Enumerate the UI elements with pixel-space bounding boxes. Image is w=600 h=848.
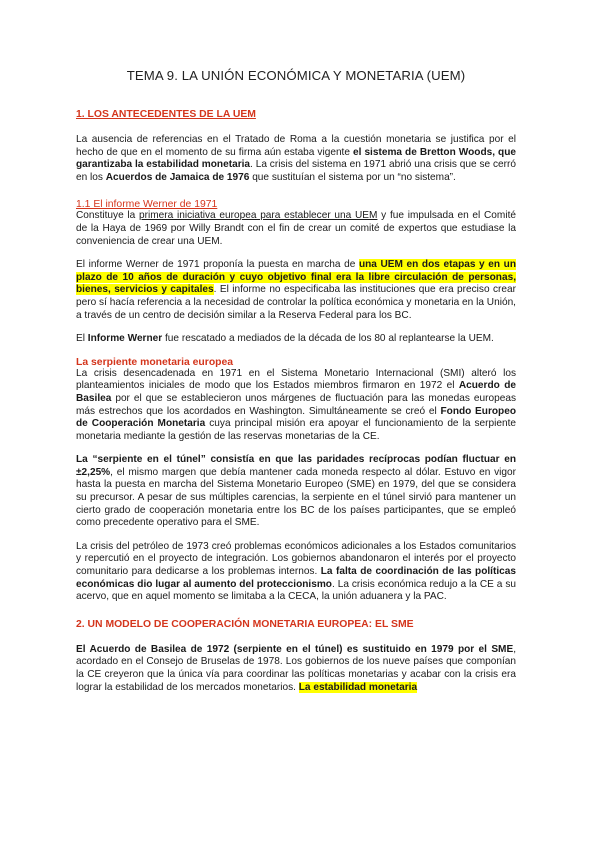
text-run: La crisis del petróleo de 1973 creó problemas económicos adicionales a los Estados comunitarios y repercutió en el proyecto de integración. Los gobiernos abandonaron el interés por el proyecto comunitario para dedicarse a los problemas internos. (76, 540, 516, 578)
paragraph-sme-1 (76, 644, 516, 694)
section-heading-antecedentes: 1. LOS ANTECEDENTES DE LA UEM (76, 109, 256, 120)
paragraph-antecedentes (76, 134, 516, 184)
bold-run: Acuerdos de Jamaica de 1976 (105, 171, 250, 183)
text-run: fue rescatado a mediados de la década de los 80 al replantearse la UEM. (162, 333, 494, 345)
text-run: Constituye la (76, 210, 140, 222)
paragraph-serpiente-3 (76, 541, 516, 604)
text-run: , el mismo margen que debía mantener cada moneda respecto al dólar. Estuvo en vigor hasta la puesta en marcha del Sistema Monetario Europeo (SME) en 1979, del que se considera su precursor. A pesar de sus múltiples carencias, la serpiente en el túnel sirvió para mantener un cierto grado de cooperación monetaria entre los BC de los países participantes, que se empleó como precedente operativo para el SME. (76, 466, 516, 529)
document-title: TEMA 9. LA UNIÓN ECONÓMICA Y MONETARIA (UEM) (126, 68, 466, 83)
highlighted-run: una UEM en dos etapas y en un plazo de 10 años de duración y cuyo objetivo final era la libre circulación de personas, bienes, servicios y capitales (76, 259, 516, 296)
bold-run: La “serpiente en el túnel” consistía en que las paridades recíprocas podían fluctuar en ±2,25% (76, 454, 516, 478)
paragraph-werner-3 (76, 333, 516, 346)
bold-run: Fondo Europeo de Cooperación Monetaria (76, 405, 516, 430)
highlighted-run: La estabilidad monetaria (298, 681, 418, 693)
text-run: El informe Werner de 1971 proponía la puesta en marcha de (76, 259, 359, 271)
paragraph-serpiente-1 (76, 368, 516, 444)
document-body (76, 60, 516, 705)
bold-run: El Acuerdo de Basilea de 1972 (serpiente en el túnel) es sustituido en 1979 por el SME (76, 643, 514, 655)
paragraph-werner-2 (76, 259, 516, 322)
text-run: . La crisis económica redujo a la CE a su acervo, que en aquel momento se limitaba a la CECA, la unión aduanera y la PAC. (76, 578, 516, 603)
subsection-heading-werner: 1.1 El informe Werner de 1971 (76, 199, 218, 211)
paragraph-werner-1 (76, 210, 516, 248)
text-run: que sustituían el sistema por un “no sistema”. (249, 171, 456, 183)
bold-run: Informe Werner (87, 333, 163, 345)
text-run: cuya principal misión era apoyar el funcionamiento de la serpiente monetaria mediante la gestión de las reservas monetarias de la CE. (76, 418, 516, 442)
text-run: La crisis desencadenada en 1971 en el Sistema Monetario Internacional (SMI) alteró los planteamientos iniciales de modo que los Estados miembros firmaron en 1972 el (76, 367, 516, 392)
bold-run: el sistema de Bretton Woods, que garantizaba la estabilidad monetaria (76, 146, 516, 171)
text-run: , acordado en el Consejo de Bruselas de 1978. Los gobiernos de los nueve países que componían la CE creyeron que la única vía para coordinar las políticas monetarias y acabar con la crisis era lograr la estabilidad de los mercados monetarios. (76, 643, 516, 693)
text-run: . El informe no especificaba las instituciones que era preciso crear pero sí hacía referencia a la necesidad de controlar la política económica y monetaria en la Unión, a través de un centro de decisión similar a la Reserva Federal para los BC. (76, 284, 516, 321)
text-run: El (76, 333, 88, 345)
underlined-run: primera iniciativa europea para establecer una UEM (139, 210, 378, 222)
text-run: y fue impulsada en el Comité de la Haya de 1969 por Willy Brandt con el fin de crear un comité de expertos que estudiase la conveniencia de crear una UEM. (76, 210, 516, 247)
text-run: por el que se establecieron unos márgenes de fluctuación para las monedas europeas más estrechos que los acordados en Washington. Simultáneamente se creó el (76, 392, 516, 417)
section-heading-sme: 2. UN MODELO DE COOPERACIÓN MONETARIA EUROPEA: EL SME (76, 618, 414, 630)
bold-run: Acuerdo de Basilea (76, 380, 516, 404)
paragraph-serpiente-2 (76, 454, 516, 530)
text-run: La ausencia de referencias en el Tratado de Roma a la cuestión monetaria se justifica por el hecho de que en el momento de su firma aún estaba vigente (76, 134, 516, 158)
text-run: . La crisis del sistema en 1971 abrió una crisis que se cerró en los (76, 159, 517, 183)
subsection-heading-serpiente: La serpiente monetaria europea (76, 356, 234, 368)
bold-run: La falta de coordinación de las políticas económicas dio lugar al aumento del proteccionismo (76, 566, 516, 590)
